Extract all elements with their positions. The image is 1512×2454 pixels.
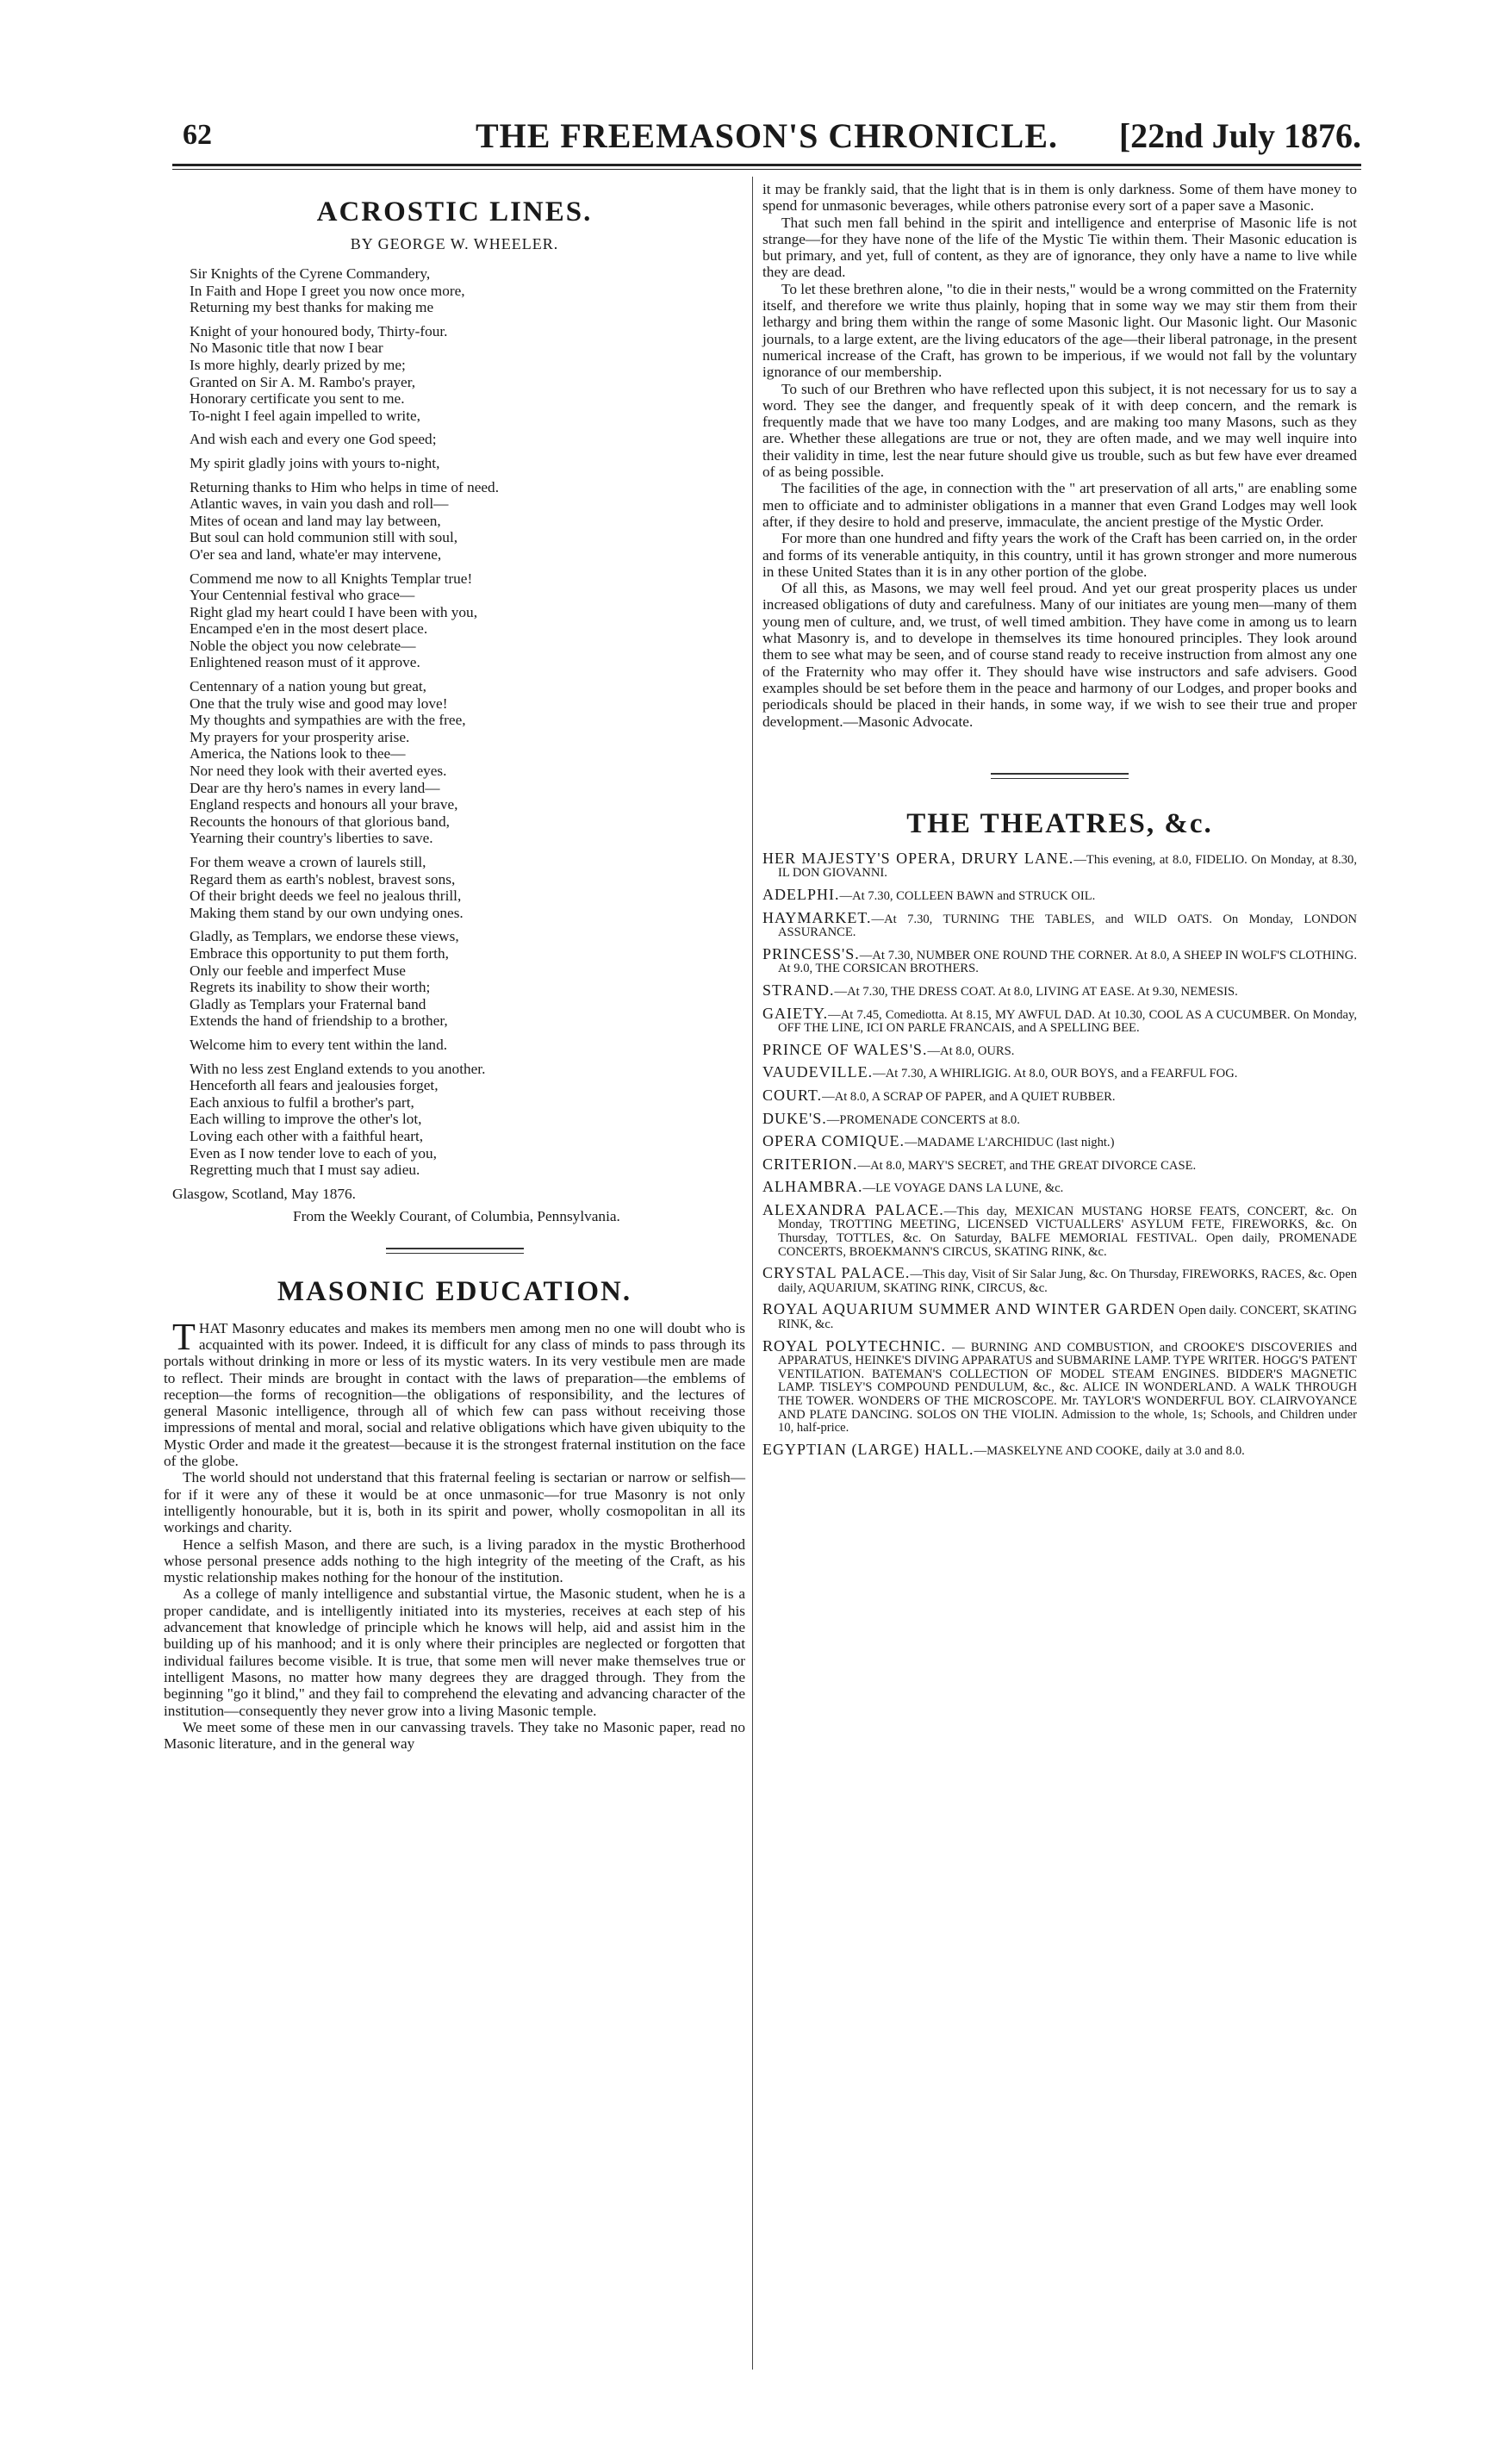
theatre-name: PRINCE OF WALES'S. <box>762 1040 928 1058</box>
poem-line: Welcome him to every tent within the land. <box>190 1036 448 1053</box>
theatre-details: —At 8.0, A SCRAP OF PAPER, and A QUIET RUBBER. <box>822 1089 1116 1104</box>
article-paragraph: it may be frankly said, that the light that is in them is only darkness. Some of them have money to spend for unmasonic beverages, while others patronise every sort of a paper save a Masonic. <box>762 181 1357 215</box>
poem-line: Returning thanks to Him who helps in time of need. <box>190 478 500 495</box>
poem-line: No Masonic title that now I bear <box>190 339 383 357</box>
poem-line: Each willing to improve the other's lot, <box>190 1111 422 1128</box>
poem-stanza <box>190 678 745 847</box>
theatre-details: Open daily. CONCERT, SKATING RINK, &c. <box>778 1304 1357 1332</box>
poem-line: Is more highly, dearly prized by me; <box>190 356 406 373</box>
poem-stanza <box>190 323 745 425</box>
poem-line: Commend me now to all Knights Templar true! <box>190 570 473 587</box>
poem-stanza <box>190 455 745 472</box>
poem-line: Dear are thy hero's names in every land— <box>190 779 440 796</box>
poem-line: America, the Nations look to thee— <box>190 745 406 763</box>
theatre-entry <box>762 1109 1357 1128</box>
article-paragraph: To let these brethren alone, "to die in their nests," would be a wrong committed on the Fraternity itself, and therefore we write thus plainly, hoping that in some way we may stir them from their lethargy and bring them within the range of some Masonic light. Our Masonic light. Our Masonic journals, to a large extent, are the living educators of the age—their liberal patronage, in the present numerical increase of the Craft, has grown to be imperious, if we would not fall by the voluntary ignorance of our membership. <box>762 280 1357 381</box>
acrostic-heading: ACROSTIC LINES. <box>316 196 593 227</box>
poem-line: Only our feeble and imperfect Muse <box>190 962 406 979</box>
poem-line: Atlantic waves, in vain you dash and roll— <box>190 495 449 513</box>
poem-line: Sir Knights of the Cyrene Commandery, <box>190 265 431 282</box>
poem-stanza <box>190 854 745 921</box>
poem-line: For them weave a crown of laurels still, <box>190 854 426 870</box>
poem-line: One that the truly wise and good may love! <box>190 694 448 712</box>
theatre-name: STRAND. <box>762 981 835 999</box>
theatre-entry <box>762 1086 1357 1105</box>
education-continuation <box>762 181 1357 730</box>
poem-line: Each anxious to fulfil a brother's part, <box>190 1093 414 1111</box>
poem-line: Yearning their country's liberties to save. <box>190 830 433 847</box>
poem-stanza <box>190 431 745 448</box>
article-paragraph <box>164 1536 745 1586</box>
poem-line: Returning my best thanks for making me <box>190 299 434 316</box>
article-paragraph: For more than one hundred and fifty years the work of the Craft has been carried on, in the order and forms of its venerable antiquity, in this country, until it has grown stronger and more numerous in these United States than it is in any other portion of the globe. <box>762 530 1357 580</box>
theatre-name: ROYAL AQUARIUM SUMMER AND WINTER GARDEN <box>762 1300 1176 1318</box>
theatre-details: —This evening, at 8.0, FIDELIO. On Monday, at 8.30, IL DON GIOVANNI. <box>778 852 1357 881</box>
masthead-rule <box>172 164 1361 166</box>
poem-line: And wish each and every one God speed; <box>190 431 437 448</box>
poem-line: Extends the hand of friendship to a brother, <box>190 1012 448 1030</box>
poem-stanza <box>190 928 745 1030</box>
poem-stanza <box>190 1061 745 1179</box>
poem-line: In Faith and Hope I greet you now once more, <box>190 282 465 299</box>
theatre-details: —PROMENADE CONCERTS at 8.0. <box>826 1112 1020 1127</box>
theatre-entry <box>762 1440 1357 1459</box>
poem-line: Right glad my heart could I have been with you, <box>190 603 478 620</box>
theatre-details: —This day, MEXICAN MUSTANG HORSE FEATS, CONCERT, &c. On Monday, TROTTING MEETING, LICENSED VICTUALLERS' ASYLUM FETE, FIREWORKS, &c. On Thursday, TOTTLES, &c. On Saturday, BALFE MEMORIAL FESTIVAL. Open daily, PROMENADE CONCERTS, BROEKMANN'S CIRCUS, SKATING RINK, &c. <box>778 1204 1357 1259</box>
theatre-name: CRYSTAL PALACE. <box>762 1264 911 1282</box>
theatre-entry <box>762 1180 1357 1196</box>
poem-line: With no less zest England extends to you another. <box>190 1060 486 1077</box>
theatre-name: HAYMARKET. <box>762 908 872 926</box>
poem-line: Loving each other with a faithful heart, <box>190 1127 424 1144</box>
issue-date: [22nd July 1876. <box>1118 116 1361 155</box>
section-rule <box>386 1248 524 1254</box>
theatre-name: DUKE'S. <box>762 1109 827 1127</box>
poem-line: O'er sea and land, whate'er may intervene, <box>190 545 442 563</box>
masthead <box>172 114 1361 162</box>
page-number: 62 <box>183 119 212 151</box>
poem-line: Honorary certificate you sent to me. <box>190 390 405 408</box>
theatre-name: ADELPHI. <box>762 885 840 903</box>
article-paragraph <box>164 1469 745 1535</box>
theatre-details: —MASKELYNE AND COOKE, daily at 3.0 and 8.0. <box>974 1443 1245 1458</box>
theatre-details: —At 7.45, Comediotta. At 8.15, MY AWFUL DAD. At 10.30, COOL AS A CUCUMBER. On Monday, OFF THE LINE, ICI ON PARLE FRANCAIS, and A SPELLING BEE. <box>778 1007 1357 1036</box>
theatre-details: —This day, Visit of Sir Salar Jung, &c. On Thursday, FIREWORKS, RACES, &c. Open daily, AQUARIUM, SKATING RINK, CIRCUS, &c. <box>778 1267 1358 1295</box>
poem-line: Mites of ocean and land may lay between, <box>190 512 441 529</box>
theatre-details: —At 7.30, NUMBER ONE ROUND THE CORNER. At 8.0, A SHEEP IN WOLF'S CLOTHING. At 9.0, THE CORSICAN BROTHERS. <box>778 948 1357 976</box>
poem-line: My prayers for your prosperity arise. <box>190 728 410 745</box>
poem-source: From the Weekly Courant, of Columbia, Pennsylvania. <box>293 1207 620 1224</box>
poem-line: Gladly, as Templars, we endorse these views, <box>190 928 459 945</box>
education-heading: MASONIC EDUCATION. <box>277 1275 632 1307</box>
paragraph-text: We meet some of these men in our canvassing travels. They take no Masonic paper, read no Masonic literature, and in the general way <box>164 1718 745 1753</box>
poem-line: Regrets its inability to show their worth; <box>190 979 431 996</box>
theatre-name: ROYAL POLYTECHNIC. <box>762 1336 947 1355</box>
poem-line: Noble the object you now celebrate— <box>190 637 416 654</box>
poem-line: My thoughts and sympathies are with the free, <box>190 712 466 729</box>
theatre-entry <box>762 1040 1357 1059</box>
paragraph-text: As a college of manly intelligence and substantial virtue, the Masonic student, when he is a proper candidate, and is intelligently initiated into its mysteries, receives at each step of his advancement that knowledge of principle which he knows will help, aid and assist him in the building up of his manhood; and it is only where their principles are neglected or forgotten that individual failures become visible. It is true, that some men will never make themselves true or intelligent Masons, no matter how many degrees they are dragged through. They from the beginning "go it blind," and they fail to comprehend the elevating and advancing character of the institution—consequently they never grow into a living Masonic temple. <box>164 1585 745 1719</box>
poem-line: Encamped e'en in the most desert place. <box>190 620 428 638</box>
theatre-entry <box>762 1336 1357 1436</box>
theatre-entry <box>762 1155 1357 1174</box>
theatre-entry <box>762 908 1357 940</box>
poem-line: Knight of your honoured body, Thirty-four. <box>190 322 448 339</box>
poem-stanza <box>190 265 745 316</box>
poem-line: Nor need they look with their averted eyes. <box>190 763 447 780</box>
drop-cap: T <box>172 1315 196 1358</box>
theatre-details: —MADAME L'ARCHIDUC (last night.) <box>905 1136 1115 1150</box>
theatre-details: —At 8.0, OURS. <box>927 1043 1015 1058</box>
poem-line: But soul can hold communion still with soul, <box>190 529 458 546</box>
paragraph-text: HAT Masonry educates and makes its members men among men no one will doubt who is acquainted with its power. Indeed, it is difficult for any class of minds to pass through its portals without drinking in more or less of its mystic waters. In its very vestibule men are made to reflect. Their minds are brought in contact with the laws of preparation—the emblems of reception—the forms of recognition—the obligations of responsibility, and the lectures of general Masonic intelligence, through all of which few can pass without receiving those impressions of mental and moral, social and relative obligations which have given ubiquity to the Mystic Order and made it the greatest—because it is the strongest fraternal institution on the face of the globe. <box>164 1319 745 1470</box>
acrostic-byline: BY GEORGE W. WHEELER. <box>350 235 559 252</box>
poem-place-date: Glasgow, Scotland, May 1876. <box>172 1185 356 1202</box>
theatre-details: —At 7.30, COLLEEN BAWN and STRUCK OIL. <box>839 888 1096 903</box>
article-paragraph: That such men fall behind in the spirit and intelligence and enterprise of Masonic life is not strange—for they have none of the life of the Mystic Tie within them. Their Masonic education is but primary, and yet, full of content, as they are of ignorance, they only have a name to live while they are dead. <box>762 214 1357 281</box>
theatre-entry <box>762 1132 1357 1150</box>
theatre-name: GAIETY. <box>762 1004 829 1022</box>
article-paragraph: To such of our Brethren who have reflected upon this subject, it is not necessary for us to say a word. They see the danger, and frequently speak of it with deep concern, and the remark is frequently made that we have too many Lodges, and are making too many Masons, such as they are. Whether these allegations are true or not, they are often made, and we may well inquire into their validity in time, lest the near future should give us trouble, such as but few have ever dreamed of as being possible. <box>762 380 1357 481</box>
article-paragraph <box>164 1315 745 1470</box>
column-divider <box>752 177 753 2370</box>
poem-line: Of their bright deeds we feel no jealous thrill, <box>190 888 462 905</box>
poem-line: Enlightened reason must of it approve. <box>190 654 420 671</box>
poem-line: My spirit gladly joins with yours to-night, <box>190 454 440 471</box>
article-paragraph: The facilities of the age, in connection with the " art preservation of all arts," are enabling some men to officiate and to administer obligations in a manner that even Grand Lodges may well look after, if they desire to hold and preserve, immaculate, the ancient prestige of the Mystic Order. <box>762 480 1357 530</box>
theatres-heading: THE THEATRES, &c. <box>906 807 1213 839</box>
theatre-name: EGYPTIAN (LARGE) HALL. <box>762 1440 974 1458</box>
poem-line: To-night I feel again impelled to write, <box>190 407 421 424</box>
theatre-entry <box>762 1063 1357 1081</box>
poem-line: Even as I now tender love to each of you, <box>190 1144 437 1162</box>
theatre-entry <box>762 885 1357 904</box>
article-paragraph <box>164 1585 745 1718</box>
poem-line: Centennary of a nation young but great, <box>190 678 426 695</box>
theatre-name: ALEXANDRA PALACE. <box>762 1200 944 1218</box>
theatre-listings <box>762 849 1358 1459</box>
masthead-rule-thin <box>172 169 1361 170</box>
theatre-name: VAUDEVILLE. <box>762 1063 874 1081</box>
poem-line: Your Centennial festival who grace— <box>190 587 415 604</box>
theatre-details: — BURNING AND COMBUSTION, and CROOKE'S DISCOVERIES and APPARATUS, HEINKE'S DIVING APPARATUS and SUBMARINE LAMP. TYPE WRITER. HOGG'S PATENT VENTILATION. BATEMAN'S COLLECTION OF MODEL STEAM ENGINES. BIDDER'S MAGNETIC LAMP. TISLEY'S COMPOUND PENDULUM, &c., &c. ALICE IN WONDERLAND. A WALK THROUGH THE TOWER. WONDERS OF THE MICROSCOPE. Mr. TAYLOR'S WONDERFUL BOY. CLAIRVOYANCE AND PLATE DANCING. SOLOS ON THE VIOLIN. Admission to the whole, 1s; Schools, and Children under 10, half-price. <box>778 1340 1357 1436</box>
education-article <box>164 1315 745 1753</box>
theatre-entry <box>762 849 1357 881</box>
theatre-entry <box>762 1264 1358 1295</box>
section-rule-right <box>991 773 1129 779</box>
theatre-entry <box>762 1004 1357 1036</box>
theatre-details: —At 7.30, THE DRESS COAT. At 8.0, LIVING AT EASE. At 9.30, NEMESIS. <box>834 984 1238 999</box>
paragraph-text: Hence a selfish Mason, and there are such, is a living paradox in the mystic Brotherhood whose personal presence adds nothing to the high integrity of the meeting of the Craft, as his mystic relationship makes nothing for the honour of the institution. <box>164 1535 745 1586</box>
acrostic-poem <box>164 265 745 1179</box>
newspaper-title: THE FREEMASON'S CHRONICLE. <box>475 116 1059 155</box>
poem-stanza <box>190 479 745 564</box>
theatre-details: —At 7.30, TURNING THE TABLES, and WILD OATS. On Monday, LONDON ASSURANCE. <box>778 912 1357 940</box>
theatre-details: —LE VOYAGE DANS LA LUNE, &c. <box>862 1181 1064 1196</box>
theatre-name: COURT. <box>762 1086 823 1104</box>
theatre-name: ALHAMBRA. <box>762 1178 863 1196</box>
theatre-name: HER MAJESTY'S OPERA, DRURY LANE. <box>762 849 1074 867</box>
right-column <box>762 181 1357 1466</box>
left-column <box>164 181 745 1752</box>
article-paragraph: Of all this, as Masons, we may well feel proud. And yet our great prosperity places us under increased obligations of duty and carefulness. Many of our initiates are young men—many of them young men of culture, and, we trust, of well timed ambition. They have come in among us to learn what Masonry is, and to develope in themselves its time honoured principles. They look around them to see what may be seen, and of course stand ready to receive instruction from almost any one of the Fraternity who may offer it. They should have wise instructors and safe advisers. Good examples should be set before them in the peace and harmony of our Lodges, and proper books and periodicals should be placed in their hands, in some way, if we wish to see their true and proper development.—Masonic Advocate. <box>762 580 1357 730</box>
poem-line: Henceforth all fears and jealousies forget, <box>190 1077 439 1094</box>
poem-stanza <box>190 1037 745 1054</box>
poem-line: Embrace this opportunity to put them forth, <box>190 944 449 962</box>
poem-line: Making them stand by our own undying ones. <box>190 904 464 921</box>
poem-stanza <box>190 570 745 672</box>
theatre-details: —At 7.30, A WHIRLIGIG. At 8.0, OUR BOYS, and a FEARFUL FOG. <box>873 1067 1238 1081</box>
poem-line: England respects and honours all your brave, <box>190 796 458 813</box>
theatre-name: PRINCESS'S. <box>762 944 860 962</box>
theatre-entry <box>762 981 1357 1000</box>
poem-line: Granted on Sir A. M. Rambo's prayer, <box>190 373 416 390</box>
theatre-entry <box>762 1300 1357 1332</box>
article-paragraph <box>164 1719 745 1753</box>
theatre-name: OPERA COMIQUE. <box>762 1132 905 1150</box>
theatre-name: CRITERION. <box>762 1155 858 1173</box>
poem-line: Regretting much that I must say adieu. <box>190 1162 420 1179</box>
poem-line: Regard them as earth's noblest, bravest sons, <box>190 870 456 888</box>
poem-line: Recounts the honours of that glorious band, <box>190 813 450 830</box>
poem-line: Gladly as Templars your Fraternal band <box>190 995 426 1012</box>
paragraph-text: The world should not understand that this fraternal feeling is sectarian or narrow or selfish—for if it were any of these it would be at once unmasonic—for true Masonry is not only intelligently honourable, but it is, both in its spirit and power, wholly cosmopolitan in all its workings and charity. <box>164 1469 745 1536</box>
theatre-details: —At 8.0, MARY'S SECRET, and THE GREAT DIVORCE CASE. <box>857 1158 1197 1173</box>
theatre-entry <box>762 1200 1357 1259</box>
theatre-entry <box>762 944 1357 976</box>
